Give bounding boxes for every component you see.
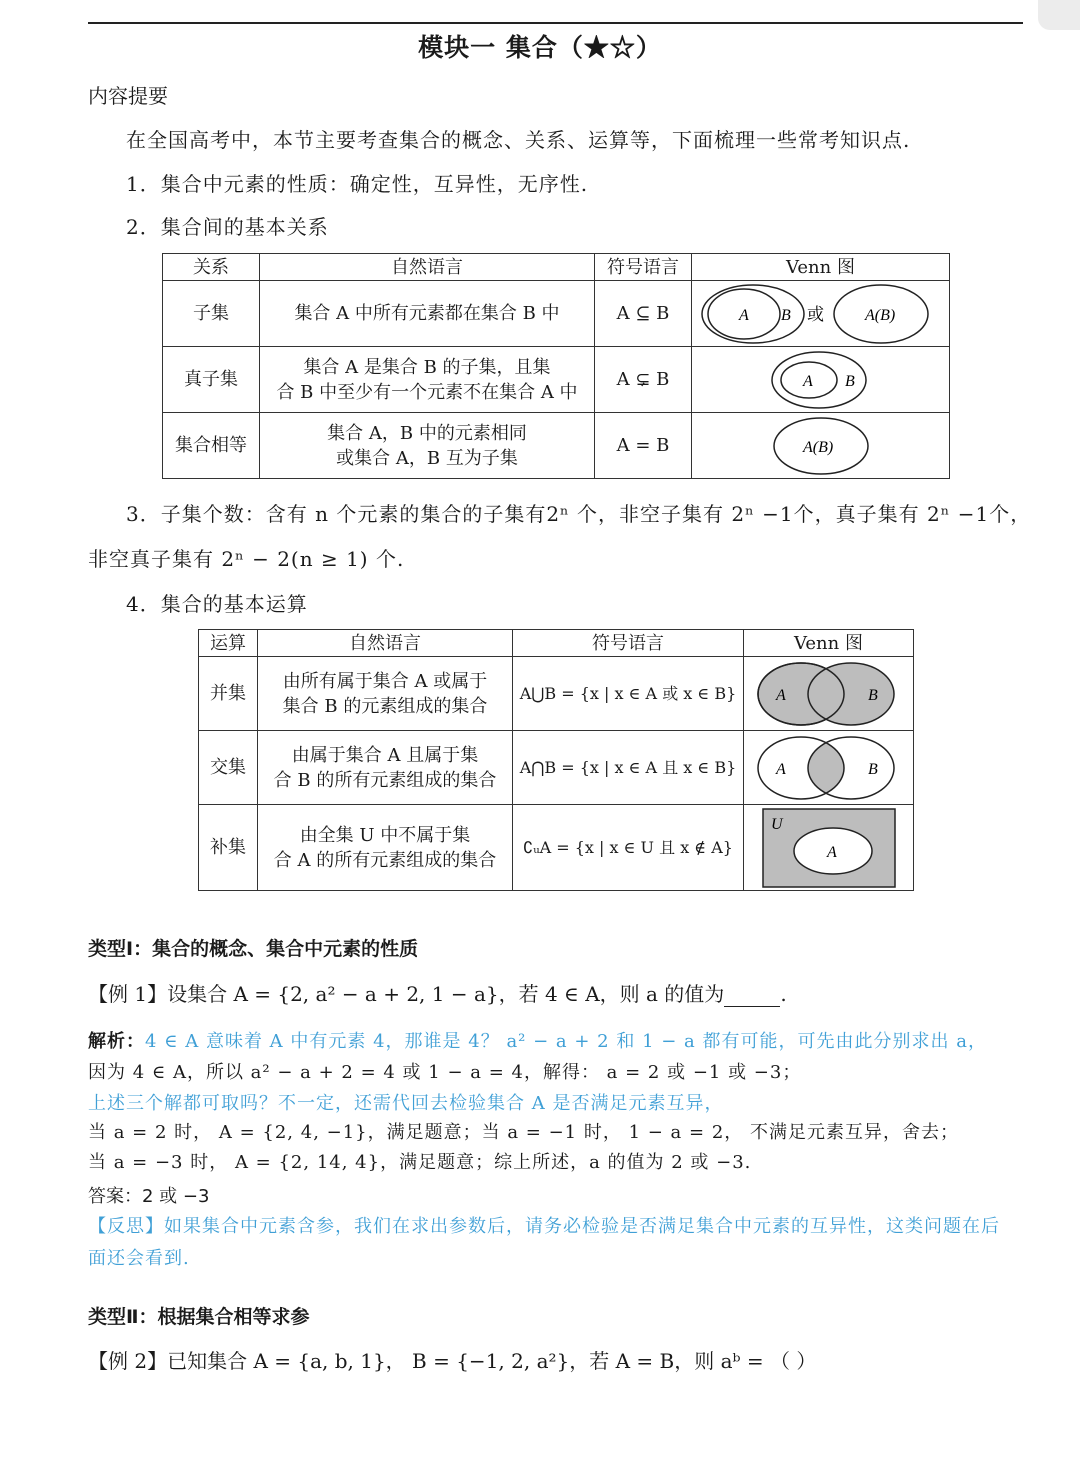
- relations-table: [162, 253, 950, 479]
- natural-line: 集合 A 是集合 B 的子集，且集: [303, 356, 551, 378]
- venn-label: B: [867, 686, 878, 704]
- operation-name: 补集: [199, 805, 258, 891]
- natural-line: 由所有属于集合 A 或属于: [282, 670, 488, 692]
- venn-label: A(B): [802, 438, 833, 456]
- example-1: [88, 978, 787, 1007]
- relation-natural: [260, 281, 595, 347]
- venn-union: [756, 661, 902, 727]
- operation-natural: [258, 805, 513, 891]
- operation-natural: [258, 657, 513, 731]
- table-header-row: [163, 254, 950, 281]
- natural-line: 合 B 中至少有一个元素不在集合 A 中: [276, 381, 578, 403]
- operation-name: 交集: [199, 731, 258, 805]
- intro-lead: 在全国高考中，本节主要考查集合的概念、关系、运算等，下面梳理一些常考知识点.: [126, 128, 911, 152]
- relation-name: 真子集: [163, 347, 260, 413]
- header-cell: 自然语言: [260, 254, 595, 281]
- venn-cell: [744, 731, 914, 805]
- relation-symbol: A ⊆ B: [595, 281, 692, 347]
- answer-blank: [724, 982, 780, 1007]
- venn-cell: [692, 347, 950, 413]
- venn-cell: [744, 657, 914, 731]
- natural-line: 由属于集合 A 且属于集: [291, 744, 479, 766]
- point-4: 4．集合的基本运算: [126, 592, 308, 616]
- natural-line: 由全集 U 中不属于集: [299, 824, 471, 846]
- solution-line-1: [88, 1027, 987, 1053]
- table-row: [163, 413, 950, 479]
- venn-cell: [692, 281, 950, 347]
- table-row: [163, 281, 950, 347]
- point-1: 1．集合中元素的性质：确定性，互异性，无序性.: [126, 172, 589, 196]
- table-row: [199, 657, 914, 731]
- venn-proper-subset: [769, 349, 873, 411]
- relation-symbol: A = B: [595, 413, 692, 479]
- relation-natural: [260, 347, 595, 413]
- header-cell: 符号语言: [595, 254, 692, 281]
- natural-line: 合 A 的所有元素组成的集合: [273, 849, 497, 871]
- venn-label: U: [770, 815, 783, 833]
- reflection-line-2: 面还会看到.: [88, 1248, 190, 1269]
- table-row: [199, 805, 914, 891]
- type1-heading: 类型Ⅰ：集合的概念、集合中元素的性质: [88, 938, 419, 960]
- natural-line: 集合 A，B 中的元素相同: [327, 422, 527, 444]
- natural-line: 合 B 的所有元素组成的集合: [273, 769, 497, 791]
- header-cell: 符号语言: [513, 630, 744, 657]
- example-2: 【例 2】已知集合 A = {a, b, 1}， B = {−1, 2, a²}，若 A = B，则 aᵇ = （ ）: [88, 1349, 817, 1373]
- venn-label: A: [775, 760, 786, 778]
- venn-label: 或: [806, 304, 824, 324]
- solution-line-3: 上述三个解都可取吗？不一定，还需代回去检验集合 A 是否满足元素互异，: [88, 1093, 724, 1114]
- reflection-line-1: 【反思】如果集合中元素含参，我们在求出参数后，请务必检验是否满足集合中元素的互异性，这类问题在后: [88, 1216, 1000, 1237]
- table-header-row: [199, 630, 914, 657]
- venn-label: B: [780, 306, 791, 324]
- top-rule: [88, 22, 1023, 24]
- relation-symbol: A ⊊ B: [595, 347, 692, 413]
- venn-label: B: [867, 760, 878, 778]
- solution-hint: 4 ∈ A 意味着 A 中有元素 4，那谁是 4？ a² − a + 2 和 1 − a 都有可能，可先由此分别求出 a，: [145, 1031, 987, 1052]
- scrollbar-handle[interactable]: [1038, 0, 1080, 30]
- operation-symbol: A⋃B = {x | x ∈ A 或 x ∈ B}: [513, 657, 744, 731]
- point-3-line2: 非空真子集有 2ⁿ − 2(n ≥ 1) 个.: [88, 547, 405, 571]
- venn-cell: [692, 413, 950, 479]
- venn-intersection: [756, 735, 902, 801]
- venn-label: B: [844, 372, 855, 390]
- relation-name: 子集: [163, 281, 260, 347]
- venn-subset: [701, 283, 941, 345]
- venn-label: A: [802, 372, 813, 390]
- example-1-end: .: [780, 982, 787, 1006]
- operation-symbol: ∁ᵤA = {x | x ∈ U 且 x ∉ A}: [513, 805, 744, 891]
- header-cell: 运算: [199, 630, 258, 657]
- example-1-text: 【例 1】设集合 A = {2, a² − a + 2, 1 − a}，若 4 ∈ A，则 a 的值为: [88, 982, 725, 1006]
- solution-line-2: 因为 4 ∈ A，所以 a² − a + 2 = 4 或 1 − a = 4，解得： a = 2 或 −1 或 −3；: [88, 1062, 802, 1083]
- header-cell: Venn 图: [692, 254, 950, 281]
- relation-name: 集合相等: [163, 413, 260, 479]
- page-title: 模块一 集合（★☆）: [418, 33, 662, 62]
- header-cell: Venn 图: [744, 630, 914, 657]
- solution-line-5: 当 a = −3 时， A = {2, 14, 4}，满足题意；综上所述，a 的值为 2 或 −3.: [88, 1152, 752, 1173]
- table-row: [163, 347, 950, 413]
- relation-natural: [260, 413, 595, 479]
- venn-label: A(B): [864, 306, 895, 324]
- venn-complement: [761, 807, 897, 889]
- natural-line: 集合 B 的元素组成的集合: [282, 695, 488, 717]
- venn-equal: [771, 415, 871, 477]
- operations-table: [198, 629, 914, 891]
- answer-1: 答案：2 或 −3: [88, 1186, 210, 1207]
- header-cell: 关系: [163, 254, 260, 281]
- solution-label: 解析：: [88, 1031, 145, 1052]
- operation-natural: [258, 731, 513, 805]
- natural-line: 或集合 A，B 互为子集: [336, 447, 518, 469]
- point-2: 2．集合间的基本关系: [126, 215, 329, 239]
- operation-name: 并集: [199, 657, 258, 731]
- venn-label: A: [826, 843, 837, 861]
- venn-label: A: [738, 306, 749, 324]
- solution-line-4: 当 a = 2 时， A = {2, 4, −1}，满足题意；当 a = −1 时， 1 − a = 2， 不满足元素互异，舍去；: [88, 1122, 959, 1143]
- venn-label: A: [775, 686, 786, 704]
- operation-symbol: A⋂B = {x | x ∈ A 且 x ∈ B}: [513, 731, 744, 805]
- natural-line: 集合 A 中所有元素都在集合 B 中: [294, 303, 560, 324]
- table-row: [199, 731, 914, 805]
- header-cell: 自然语言: [258, 630, 513, 657]
- venn-cell: [744, 805, 914, 891]
- type2-heading: 类型Ⅱ：根据集合相等求参: [88, 1306, 310, 1328]
- intro-heading: 内容提要: [88, 84, 168, 108]
- point-3-line1: 3．子集个数：含有 n 个元素的集合的子集有2ⁿ 个，非空子集有 2ⁿ −1个，真子集有 2ⁿ −1个，: [126, 502, 1032, 526]
